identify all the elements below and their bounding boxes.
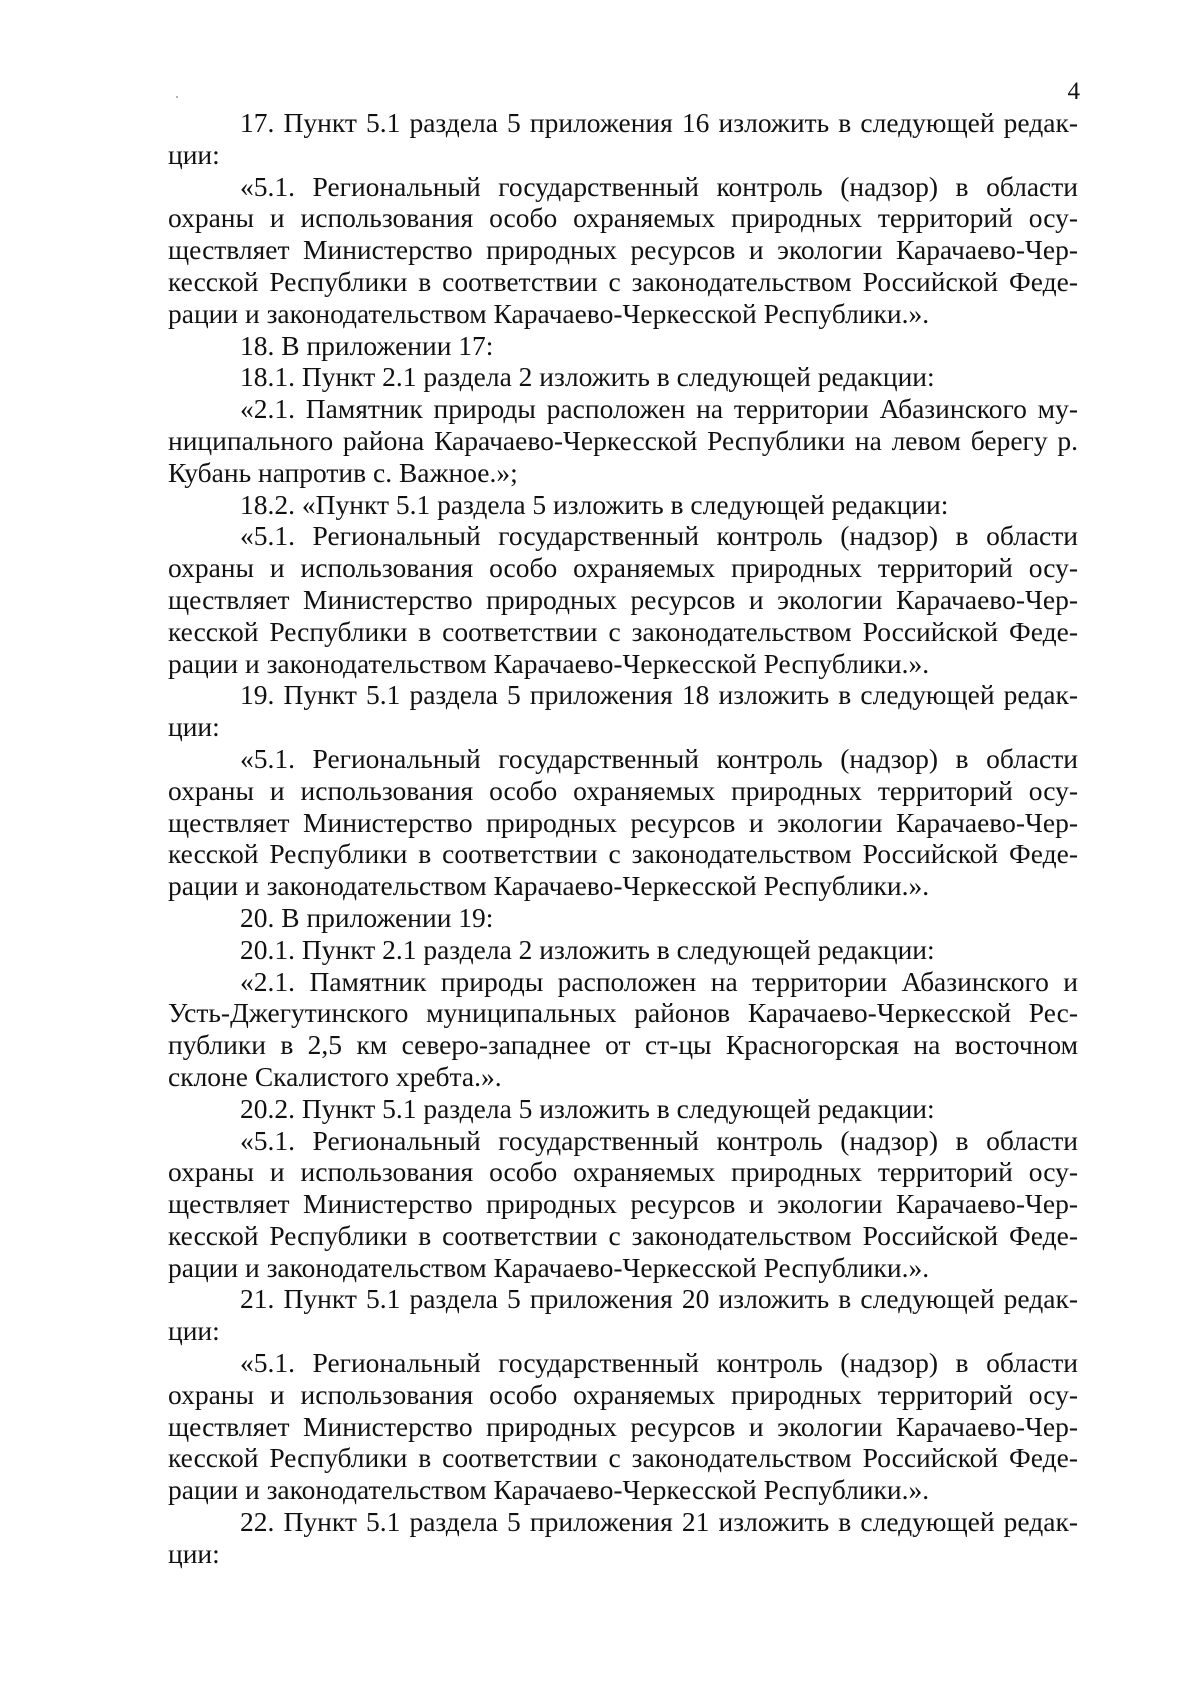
- paragraph-17-quote: «5.1. Региональный государственный контроль (надзор) в области охраны и использования особо охраняемых природных территорий осуществляет Министерство природных ресурсов и экологии Карачаево-Черкесской Республики в соответствии с законодательством Российской Федерации и законодательством Карачаево-Черкесской Республики.».: [168, 170, 1078, 329]
- paragraph-18-2-quote: «5.1. Региональный государственный контроль (надзор) в области охраны и использования особо охраняемых природных территорий осуществляет Министерство природных ресурсов и экологии Карачаево-Черкесской Республики в соответствии с законодательством Российской Федерации и законодательством Карачаево-Черкесской Республики.».: [168, 520, 1078, 679]
- document-body: [168, 107, 1078, 1570]
- paragraph-18-2: 18.2. «Пункт 5.1 раздела 5 изложить в следующей редакции:: [240, 488, 949, 520]
- paragraph-20-1-quote: «2.1. Памятник природы расположен на территории Абазинского и Усть-Джегутинского муниципальных районов Карачаево-Черкесской Республики в 2,5 км северо-западнее от ст-цы Красногорская на восточном склоне Скалистого хребта.».: [168, 965, 1078, 1092]
- page-number: 4: [1067, 78, 1080, 105]
- paragraph-19: 19. Пункт 5.1 раздела 5 приложения 18 изложить в следующей редакции:: [168, 679, 1078, 743]
- paragraph-19-quote: «5.1. Региональный государственный контроль (надзор) в области охраны и использования особо охраняемых природных территорий осуществляет Министерство природных ресурсов и экологии Карачаево-Черкесской Республики в соответствии с законодательством Российской Федерации и законодательством Карачаево-Черкесской Республики.».: [168, 742, 1078, 902]
- paragraph-21: 21. Пункт 5.1 раздела 5 приложения 20 изложить в следующей редакции:: [168, 1283, 1078, 1347]
- paragraph-20-1: 20.1. Пункт 2.1 раздела 2 изложить в следующей редакции:: [240, 933, 935, 965]
- scan-speck: [176, 96, 178, 98]
- paragraph-21-quote: «5.1. Региональный государственный контроль (надзор) в области охраны и использования особо охраняемых природных территорий осуществляет Министерство природных ресурсов и экологии Карачаево-Черкесской Республики в соответствии с законодательством Российской Федерации и законодательством Карачаево-Черкесской Республики.».: [168, 1347, 1078, 1506]
- paragraph-18: 18. В приложении 17:: [240, 329, 494, 361]
- paragraph-22: 22. Пункт 5.1 раздела 5 приложения 21 изложить в следующей редакции:: [168, 1506, 1078, 1569]
- paragraph-17: 17. Пункт 5.1 раздела 5 приложения 16 изложить в следующей редакции:: [168, 107, 1078, 170]
- paragraph-20-2-quote: «5.1. Региональный государственный контроль (надзор) в области охраны и использования особо охраняемых природных территорий осуществляет Министерство природных ресурсов и экологии Карачаево-Черкесской Республики в соответствии с законодательством Российской Федерации и законодательством Карачаево-Черкесской Республики.».: [168, 1124, 1078, 1283]
- paragraph-20-2: 20.2. Пункт 5.1 раздела 5 изложить в следующей редакции:: [240, 1092, 935, 1124]
- paragraph-18-1: 18.1. Пункт 2.1 раздела 2 изложить в следующей редакции:: [240, 361, 935, 393]
- paragraph-20: 20. В приложении 19:: [240, 901, 494, 933]
- paragraph-18-1-quote: «2.1. Памятник природы расположен на территории Абазинского муниципального района Карачаево-Черкесской Республики на левом берегу р. Кубань напротив с. Важное.»;: [168, 393, 1078, 488]
